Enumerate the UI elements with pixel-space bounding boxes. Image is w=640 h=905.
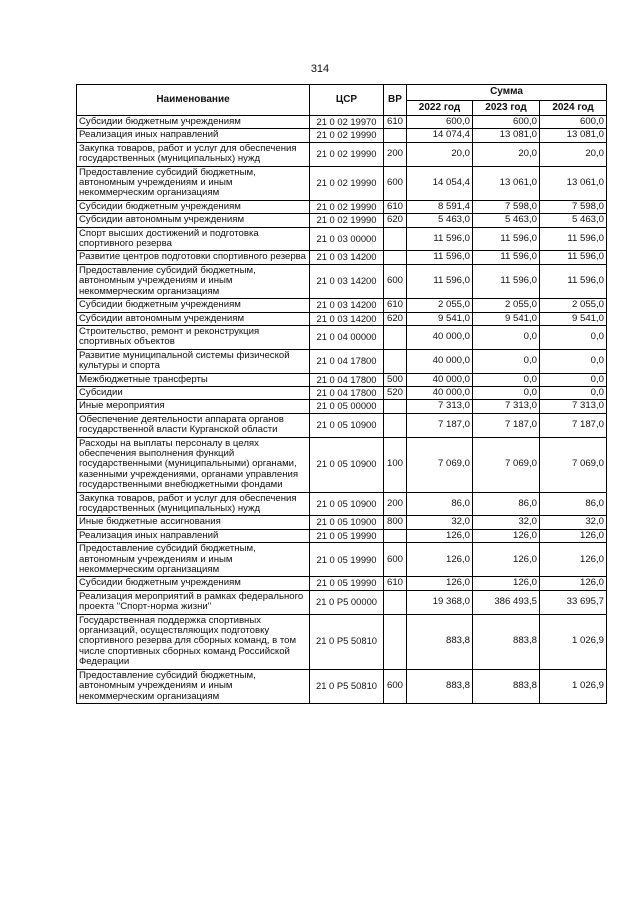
row-csr: 21 0 02 19990 bbox=[310, 129, 384, 142]
row-name: Субсидии bbox=[77, 386, 310, 399]
row-name: Государственная поддержка спортивных организаций, осуществляющих подготовку спортивного резерва для сборных команд, в том числе спортивных сборных команд Российской Федерации bbox=[77, 614, 310, 669]
row-value-2022: 19 368,0 bbox=[407, 590, 473, 614]
row-value-2023: 5 463,0 bbox=[473, 214, 540, 227]
row-value-2022: 40 000,0 bbox=[407, 386, 473, 399]
row-value-2022: 14 074,4 bbox=[407, 129, 473, 142]
row-vr: 620 bbox=[384, 214, 407, 227]
row-value-2024: 7 598,0 bbox=[540, 200, 607, 213]
row-name: Спорт высших достижений и подготовка спортивного резерва bbox=[77, 227, 310, 251]
row-csr: 21 0 05 00000 bbox=[310, 400, 384, 413]
row-name: Субсидии бюджетным учреждениям bbox=[77, 577, 310, 590]
row-value-2023: 9 541,0 bbox=[473, 312, 540, 325]
row-value-2024: 7 313,0 bbox=[540, 400, 607, 413]
header-name: Наименование bbox=[77, 85, 310, 116]
row-csr: 21 0 03 14200 bbox=[310, 312, 384, 325]
row-vr: 800 bbox=[384, 516, 407, 529]
row-name: Закупка товаров, работ и услуг для обеспечения государственных (муниципальных) нужд bbox=[77, 492, 310, 516]
header-sum: Сумма bbox=[407, 85, 607, 101]
row-vr bbox=[384, 614, 407, 669]
row-csr: 21 0 04 17800 bbox=[310, 373, 384, 386]
row-value-2024: 1 026,9 bbox=[540, 669, 607, 703]
row-name: Субсидии бюджетным учреждениям bbox=[77, 200, 310, 213]
row-vr: 600 bbox=[384, 543, 407, 577]
row-value-2023: 11 596,0 bbox=[473, 264, 540, 298]
row-name: Предоставление субсидий бюджетным, автономным учреждениям и иным некоммерческим организациям bbox=[77, 669, 310, 703]
row-value-2022: 7 069,0 bbox=[407, 437, 473, 492]
row-value-2022: 7 313,0 bbox=[407, 400, 473, 413]
row-name: Обеспечение деятельности аппарата органов государственной власти Курганской области bbox=[77, 413, 310, 437]
table-row bbox=[77, 227, 607, 251]
row-vr bbox=[384, 251, 407, 264]
row-value-2022: 11 596,0 bbox=[407, 227, 473, 251]
row-csr: 21 0 P5 00000 bbox=[310, 590, 384, 614]
row-value-2023: 86,0 bbox=[473, 492, 540, 516]
row-value-2022: 7 187,0 bbox=[407, 413, 473, 437]
row-value-2023: 13 081,0 bbox=[473, 129, 540, 142]
row-value-2023: 126,0 bbox=[473, 543, 540, 577]
table-row bbox=[77, 142, 607, 166]
row-value-2024: 0,0 bbox=[540, 386, 607, 399]
header-year-2024: 2024 год bbox=[540, 101, 607, 116]
row-csr: 21 0 03 00000 bbox=[310, 227, 384, 251]
row-value-2024: 5 463,0 bbox=[540, 214, 607, 227]
row-vr bbox=[384, 590, 407, 614]
row-csr: 21 0 P5 50810 bbox=[310, 669, 384, 703]
row-value-2024: 7 187,0 bbox=[540, 413, 607, 437]
row-value-2023: 126,0 bbox=[473, 577, 540, 590]
row-csr: 21 0 02 19990 bbox=[310, 142, 384, 166]
row-vr: 600 bbox=[384, 669, 407, 703]
row-value-2023: 11 596,0 bbox=[473, 227, 540, 251]
row-vr: 610 bbox=[384, 577, 407, 590]
row-name: Строительство, ремонт и реконструкция спортивных объектов bbox=[77, 325, 310, 349]
table-row bbox=[77, 590, 607, 614]
row-value-2022: 11 596,0 bbox=[407, 264, 473, 298]
row-value-2023: 0,0 bbox=[473, 373, 540, 386]
row-csr: 21 0 02 19990 bbox=[310, 166, 384, 200]
row-value-2023: 0,0 bbox=[473, 349, 540, 373]
row-value-2024: 11 596,0 bbox=[540, 264, 607, 298]
row-value-2023: 883,8 bbox=[473, 669, 540, 703]
row-vr: 600 bbox=[384, 264, 407, 298]
row-value-2022: 126,0 bbox=[407, 543, 473, 577]
row-value-2022: 5 463,0 bbox=[407, 214, 473, 227]
row-name: Субсидии бюджетным учреждениям bbox=[77, 299, 310, 312]
row-csr: 21 0 05 19990 bbox=[310, 529, 384, 542]
row-value-2022: 11 596,0 bbox=[407, 251, 473, 264]
row-value-2023: 11 596,0 bbox=[473, 251, 540, 264]
row-csr: 21 0 03 14200 bbox=[310, 299, 384, 312]
row-value-2024: 86,0 bbox=[540, 492, 607, 516]
row-value-2024: 0,0 bbox=[540, 325, 607, 349]
table-row bbox=[77, 437, 607, 492]
row-value-2023: 7 069,0 bbox=[473, 437, 540, 492]
header-year-2022: 2022 год bbox=[407, 101, 473, 116]
row-name: Развитие центров подготовки спортивного резерва bbox=[77, 251, 310, 264]
row-value-2022: 32,0 bbox=[407, 516, 473, 529]
row-vr bbox=[384, 413, 407, 437]
row-value-2022: 40 000,0 bbox=[407, 373, 473, 386]
row-value-2023: 7 187,0 bbox=[473, 413, 540, 437]
row-csr: 21 0 04 17800 bbox=[310, 386, 384, 399]
table-row bbox=[77, 166, 607, 200]
row-csr: 21 0 P5 50810 bbox=[310, 614, 384, 669]
row-value-2022: 126,0 bbox=[407, 529, 473, 542]
row-value-2023: 600,0 bbox=[473, 116, 540, 129]
row-value-2024: 126,0 bbox=[540, 577, 607, 590]
row-vr: 610 bbox=[384, 116, 407, 129]
row-value-2024: 32,0 bbox=[540, 516, 607, 529]
row-value-2022: 2 055,0 bbox=[407, 299, 473, 312]
row-value-2023: 32,0 bbox=[473, 516, 540, 529]
table-row bbox=[77, 516, 607, 529]
row-name: Субсидии автономным учреждениям bbox=[77, 214, 310, 227]
row-vr bbox=[384, 129, 407, 142]
row-name: Предоставление субсидий бюджетным, автономным учреждениям и иным некоммерческим организациям bbox=[77, 166, 310, 200]
row-csr: 21 0 05 10900 bbox=[310, 492, 384, 516]
row-value-2024: 126,0 bbox=[540, 529, 607, 542]
row-name: Иные мероприятия bbox=[77, 400, 310, 413]
row-value-2022: 883,8 bbox=[407, 614, 473, 669]
row-csr: 21 0 03 14200 bbox=[310, 251, 384, 264]
row-value-2023: 7 598,0 bbox=[473, 200, 540, 213]
row-value-2023: 0,0 bbox=[473, 386, 540, 399]
row-value-2024: 126,0 bbox=[540, 543, 607, 577]
row-vr: 610 bbox=[384, 299, 407, 312]
row-vr bbox=[384, 349, 407, 373]
table-row bbox=[77, 400, 607, 413]
page-number: 314 bbox=[310, 63, 330, 75]
row-csr: 21 0 05 10900 bbox=[310, 516, 384, 529]
row-vr bbox=[384, 325, 407, 349]
table-row bbox=[77, 349, 607, 373]
row-value-2024: 0,0 bbox=[540, 373, 607, 386]
row-value-2022: 600,0 bbox=[407, 116, 473, 129]
row-name: Межбюджетные трансферты bbox=[77, 373, 310, 386]
row-vr: 200 bbox=[384, 492, 407, 516]
row-value-2022: 40 000,0 bbox=[407, 325, 473, 349]
row-vr: 100 bbox=[384, 437, 407, 492]
row-csr: 21 0 02 19990 bbox=[310, 200, 384, 213]
row-value-2024: 9 541,0 bbox=[540, 312, 607, 325]
row-value-2023: 883,8 bbox=[473, 614, 540, 669]
row-value-2022: 14 054,4 bbox=[407, 166, 473, 200]
table-row bbox=[77, 214, 607, 227]
header-year-2023: 2023 год bbox=[473, 101, 540, 116]
table-row bbox=[77, 614, 607, 669]
table-row bbox=[77, 312, 607, 325]
row-value-2023: 20,0 bbox=[473, 142, 540, 166]
row-vr: 520 bbox=[384, 386, 407, 399]
row-csr: 21 0 04 00000 bbox=[310, 325, 384, 349]
table-row bbox=[77, 413, 607, 437]
row-value-2023: 13 061,0 bbox=[473, 166, 540, 200]
row-value-2022: 9 541,0 bbox=[407, 312, 473, 325]
row-value-2022: 883,8 bbox=[407, 669, 473, 703]
row-value-2024: 13 081,0 bbox=[540, 129, 607, 142]
row-csr: 21 0 05 10900 bbox=[310, 437, 384, 492]
row-value-2023: 386 493,5 bbox=[473, 590, 540, 614]
table-row bbox=[77, 251, 607, 264]
row-value-2024: 7 069,0 bbox=[540, 437, 607, 492]
table-row bbox=[77, 325, 607, 349]
row-csr: 21 0 02 19970 bbox=[310, 116, 384, 129]
row-value-2024: 33 695,7 bbox=[540, 590, 607, 614]
table-row bbox=[77, 577, 607, 590]
row-vr: 600 bbox=[384, 166, 407, 200]
row-vr: 610 bbox=[384, 200, 407, 213]
row-name: Предоставление субсидий бюджетным, автономным учреждениям и иным некоммерческим организациям bbox=[77, 264, 310, 298]
row-name: Развитие муниципальной системы физической культуры и спорта bbox=[77, 349, 310, 373]
row-csr: 21 0 04 17800 bbox=[310, 349, 384, 373]
table-row bbox=[77, 116, 607, 129]
row-name: Расходы на выплаты персоналу в целях обеспечения выполнения функций государственными (муниципальными) органами, казенными учреждениями, органами управления государственными внебюджетными фондами bbox=[77, 437, 310, 492]
row-vr: 500 bbox=[384, 373, 407, 386]
row-value-2022: 20,0 bbox=[407, 142, 473, 166]
row-name: Реализация иных направлений bbox=[77, 529, 310, 542]
row-value-2024: 11 596,0 bbox=[540, 227, 607, 251]
table-row bbox=[77, 299, 607, 312]
row-name: Субсидии бюджетным учреждениям bbox=[77, 116, 310, 129]
row-vr bbox=[384, 529, 407, 542]
table-row bbox=[77, 543, 607, 577]
row-value-2024: 0,0 bbox=[540, 349, 607, 373]
row-name: Иные бюджетные ассигнования bbox=[77, 516, 310, 529]
row-value-2024: 600,0 bbox=[540, 116, 607, 129]
header-vr: ВР bbox=[384, 85, 407, 116]
table-row bbox=[77, 129, 607, 142]
row-value-2023: 126,0 bbox=[473, 529, 540, 542]
row-csr: 21 0 05 19990 bbox=[310, 577, 384, 590]
row-csr: 21 0 05 10900 bbox=[310, 413, 384, 437]
budget-table bbox=[76, 84, 607, 704]
row-name: Реализация мероприятий в рамках федерального проекта "Спорт-норма жизни" bbox=[77, 590, 310, 614]
row-vr: 620 bbox=[384, 312, 407, 325]
row-value-2022: 40 000,0 bbox=[407, 349, 473, 373]
table-row bbox=[77, 264, 607, 298]
row-value-2022: 86,0 bbox=[407, 492, 473, 516]
row-name: Реализация иных направлений bbox=[77, 129, 310, 142]
header-csr: ЦСР bbox=[310, 85, 384, 116]
table-row bbox=[77, 669, 607, 703]
row-value-2024: 11 596,0 bbox=[540, 251, 607, 264]
table-row bbox=[77, 529, 607, 542]
row-value-2024: 1 026,9 bbox=[540, 614, 607, 669]
row-vr: 200 bbox=[384, 142, 407, 166]
row-vr bbox=[384, 227, 407, 251]
table-row bbox=[77, 492, 607, 516]
table-row bbox=[77, 386, 607, 399]
row-value-2024: 13 061,0 bbox=[540, 166, 607, 200]
row-value-2023: 2 055,0 bbox=[473, 299, 540, 312]
row-csr: 21 0 05 19990 bbox=[310, 543, 384, 577]
row-vr bbox=[384, 400, 407, 413]
row-csr: 21 0 02 19990 bbox=[310, 214, 384, 227]
row-value-2023: 7 313,0 bbox=[473, 400, 540, 413]
row-value-2024: 2 055,0 bbox=[540, 299, 607, 312]
row-name: Закупка товаров, работ и услуг для обеспечения государственных (муниципальных) нужд bbox=[77, 142, 310, 166]
table-row bbox=[77, 373, 607, 386]
table-body bbox=[77, 116, 607, 704]
row-name: Предоставление субсидий бюджетным, автономным учреждениям и иным некоммерческим организациям bbox=[77, 543, 310, 577]
row-value-2022: 126,0 bbox=[407, 577, 473, 590]
table-row bbox=[77, 200, 607, 213]
row-name: Субсидии автономным учреждениям bbox=[77, 312, 310, 325]
row-csr: 21 0 03 14200 bbox=[310, 264, 384, 298]
row-value-2023: 0,0 bbox=[473, 325, 540, 349]
row-value-2022: 8 591,4 bbox=[407, 200, 473, 213]
row-value-2024: 20,0 bbox=[540, 142, 607, 166]
